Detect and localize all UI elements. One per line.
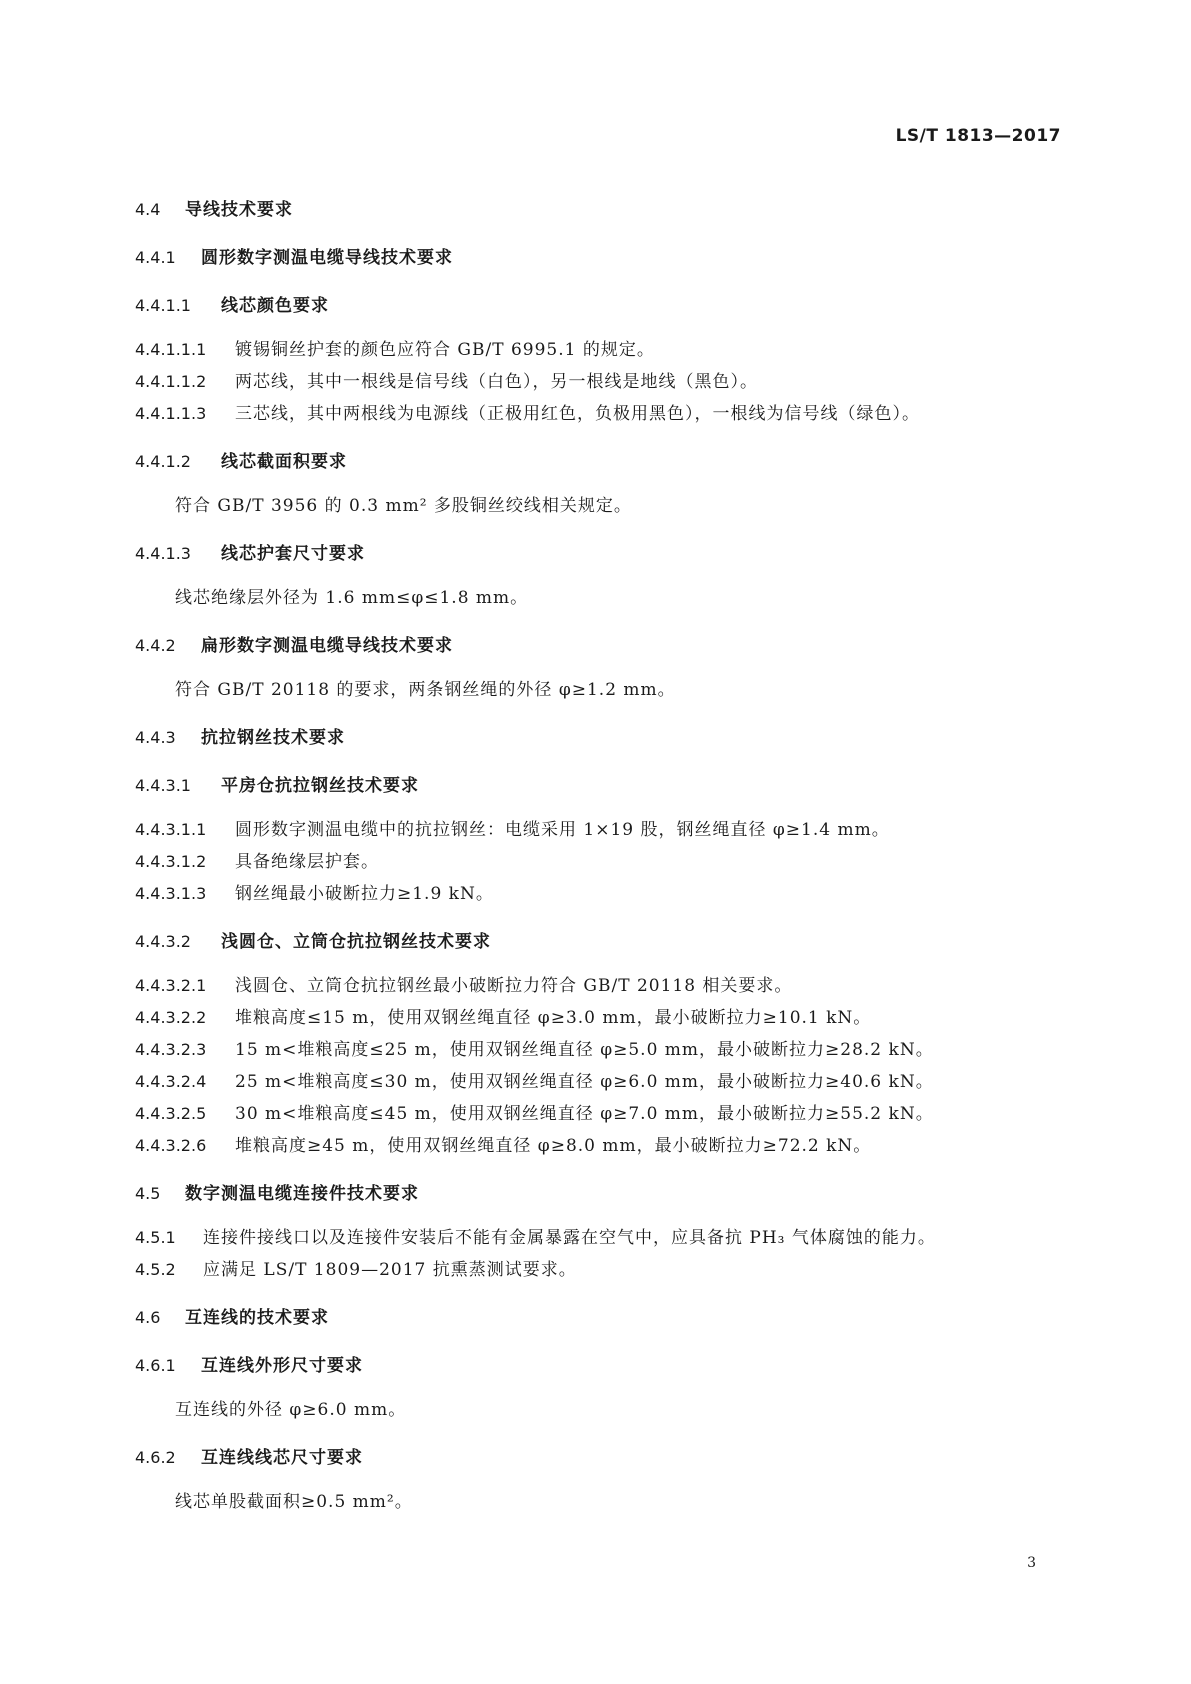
section-title: 导线技术要求 [185,200,293,220]
clause-number: 4.4.3.2.4 [135,1072,207,1091]
clause [135,1004,1065,1032]
section-number: 4.6 [135,1308,161,1327]
paragraph-text: 线芯绝缘层外径为 1.6 mm≤φ≤1.8 mm。 [175,588,529,608]
clause [135,1068,1065,1096]
section-heading [135,244,1065,272]
clause-number: 4.4.3.2.2 [135,1008,207,1027]
section-number: 4.4.1.3 [135,544,191,563]
paragraph [135,1488,1065,1516]
clause-number: 4.4.3.1.3 [135,884,207,903]
clause-number: 4.4.3.1.1 [135,820,207,839]
clause-number: 4.5.1 [135,1228,176,1247]
clause [135,1256,1065,1284]
section-title: 圆形数字测温电缆导线技术要求 [201,248,453,268]
clause [135,972,1065,1000]
clause-text: 连接件接线口以及连接件安装后不能有金属暴露在空气中，应具备抗 PH₃ 气体腐蚀的能力。 [203,1228,936,1248]
section-number: 4.4 [135,200,161,219]
section-heading [135,928,1065,956]
clause [135,400,1065,428]
section-heading [135,772,1065,800]
section-number: 4.4.1.1 [135,296,191,315]
section-number: 4.4.3.1 [135,776,191,795]
section-heading [135,292,1065,320]
section-heading [135,1180,1065,1208]
section-number: 4.4.1.2 [135,452,191,471]
section-heading [135,632,1065,660]
section-title: 平房仓抗拉钢丝技术要求 [221,776,419,796]
paragraph-text: 符合 GB/T 20118 的要求，两条钢丝绳的外径 φ≥1.2 mm。 [175,680,676,700]
clause-text: 浅圆仓、立筒仓抗拉钢丝最小破断拉力符合 GB/T 20118 相关要求。 [235,976,793,996]
clause [135,368,1065,396]
section-heading [135,540,1065,568]
clause-number: 4.4.3.2.1 [135,976,207,995]
clause-text: 30 m<堆粮高度≤45 m，使用双钢丝绳直径 φ≥7.0 mm，最小破断拉力≥55.2 kN。 [235,1104,934,1124]
clause-number: 4.4.3.1.2 [135,852,207,871]
page-number: 3 [1027,1555,1036,1571]
section-heading [135,196,1065,224]
section-title: 扁形数字测温电缆导线技术要求 [201,636,453,656]
section-heading [135,448,1065,476]
section-number: 4.5 [135,1184,161,1203]
clause [135,336,1065,364]
clause-text: 三芯线，其中两根线为电源线（正极用红色，负极用黑色），一根线为信号线（绿色）。 [235,404,920,424]
section-number: 4.4.1 [135,248,176,267]
clause-number: 4.4.3.2.5 [135,1104,207,1123]
section-number: 4.4.3 [135,728,176,747]
clause-number: 4.4.3.2.3 [135,1040,207,1059]
clause-number: 4.4.1.1.2 [135,372,207,391]
section-number: 4.4.2 [135,636,176,655]
clause-text: 镀锡铜丝护套的颜色应符合 GB/T 6995.1 的规定。 [235,340,655,360]
clause-text: 钢丝绳最小破断拉力≥1.9 kN。 [235,884,494,904]
section-heading [135,1444,1065,1472]
clause [135,848,1065,876]
paragraph-text: 线芯单股截面积≥0.5 mm²。 [175,1492,413,1512]
paragraph [135,492,1065,520]
document-body [135,196,1065,1516]
section-title: 线芯护套尺寸要求 [221,544,365,564]
clause [135,1036,1065,1064]
section-number: 4.4.3.2 [135,932,191,951]
clause [135,816,1065,844]
section-title: 互连线线芯尺寸要求 [201,1448,363,1468]
section-title: 数字测温电缆连接件技术要求 [185,1184,419,1204]
clause-number: 4.5.2 [135,1260,176,1279]
section-heading [135,1352,1065,1380]
section-heading [135,1304,1065,1332]
clause-text: 堆粮高度≤15 m，使用双钢丝绳直径 φ≥3.0 mm，最小破断拉力≥10.1 kN。 [235,1008,872,1028]
clause [135,1132,1065,1160]
section-title: 线芯截面积要求 [221,452,347,472]
clause [135,1224,1065,1252]
clause [135,880,1065,908]
section-title: 互连线的技术要求 [185,1308,329,1328]
paragraph [135,1396,1065,1424]
section-title: 互连线外形尺寸要求 [201,1356,363,1376]
clause-text: 应满足 LS/T 1809—2017 抗熏蒸测试要求。 [203,1260,577,1280]
standard-code: LS/T 1813—2017 [895,126,1061,146]
section-title: 浅圆仓、立筒仓抗拉钢丝技术要求 [221,932,491,952]
section-heading [135,724,1065,752]
clause-text: 两芯线，其中一根线是信号线（白色），另一根线是地线（黑色）。 [235,372,758,392]
section-number: 4.6.1 [135,1356,176,1375]
paragraph-text: 互连线的外径 φ≥6.0 mm。 [175,1400,407,1420]
section-number: 4.6.2 [135,1448,176,1467]
clause-text: 堆粮高度≥45 m，使用双钢丝绳直径 φ≥8.0 mm，最小破断拉力≥72.2 kN。 [235,1136,872,1156]
clause-number: 4.4.1.1.3 [135,404,207,423]
clause [135,1100,1065,1128]
clause-number: 4.4.1.1.1 [135,340,207,359]
clause-text: 具备绝缘层护套。 [235,852,379,872]
paragraph-text: 符合 GB/T 3956 的 0.3 mm² 多股铜丝绞线相关规定。 [175,496,632,516]
paragraph [135,584,1065,612]
clause-number: 4.4.3.2.6 [135,1136,207,1155]
clause-text: 15 m<堆粮高度≤25 m，使用双钢丝绳直径 φ≥5.0 mm，最小破断拉力≥28.2 kN。 [235,1040,934,1060]
section-title: 线芯颜色要求 [221,296,329,316]
section-title: 抗拉钢丝技术要求 [201,728,345,748]
clause-text: 25 m<堆粮高度≤30 m，使用双钢丝绳直径 φ≥6.0 mm，最小破断拉力≥40.6 kN。 [235,1072,934,1092]
paragraph [135,676,1065,704]
clause-text: 圆形数字测温电缆中的抗拉钢丝：电缆采用 1×19 股，钢丝绳直径 φ≥1.4 mm。 [235,820,890,840]
